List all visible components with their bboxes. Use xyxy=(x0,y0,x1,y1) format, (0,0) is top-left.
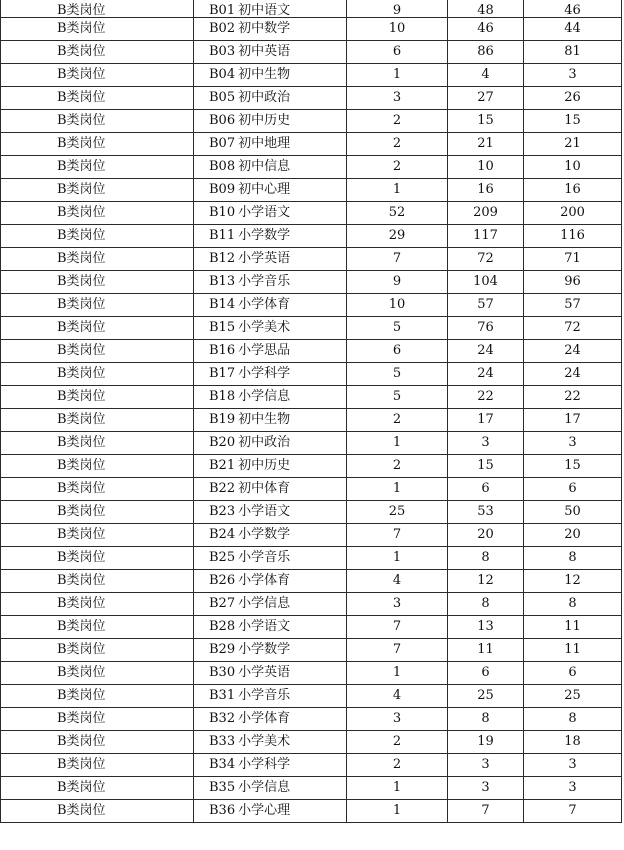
table-row xyxy=(1,271,622,294)
cell-post-name: 小学科学 xyxy=(238,366,291,381)
cell-vacancy-count: 7 xyxy=(347,524,448,547)
cell-position-category: B类岗位 xyxy=(1,731,194,754)
cell-post-code: B09 xyxy=(209,182,236,197)
cell-qualified-count: 17 xyxy=(524,409,622,432)
cell-position-category: B类岗位 xyxy=(1,225,194,248)
table-row xyxy=(1,455,622,478)
cell-post-name: 小学心理 xyxy=(238,803,291,818)
cell-vacancy-count: 10 xyxy=(347,294,448,317)
cell-position-category: B类岗位 xyxy=(1,18,194,41)
cell-post xyxy=(194,455,347,478)
cell-vacancy-count: 9 xyxy=(347,271,448,294)
cell-post xyxy=(194,248,347,271)
cell-post-code: B06 xyxy=(209,113,236,128)
table-row xyxy=(1,409,622,432)
cell-post-name: 初中生物 xyxy=(238,67,291,82)
cell-vacancy-count: 1 xyxy=(347,179,448,202)
cell-post xyxy=(194,133,347,156)
table-row xyxy=(1,340,622,363)
cell-qualified-count: 24 xyxy=(524,363,622,386)
cell-post-code: B36 xyxy=(209,803,236,818)
cell-vacancy-count: 2 xyxy=(347,156,448,179)
table-row xyxy=(1,547,622,570)
cell-qualified-count: 3 xyxy=(524,777,622,800)
table-row xyxy=(1,685,622,708)
cell-applicant-count: 25 xyxy=(448,685,524,708)
cell-vacancy-count: 3 xyxy=(347,593,448,616)
table-row xyxy=(1,110,622,133)
cell-vacancy-count: 1 xyxy=(347,662,448,685)
cell-vacancy-count: 4 xyxy=(347,685,448,708)
cell-post xyxy=(194,662,347,685)
cell-post xyxy=(194,156,347,179)
cell-post-code: B31 xyxy=(209,688,236,703)
cell-applicant-count: 11 xyxy=(448,639,524,662)
cell-post xyxy=(194,708,347,731)
cell-applicant-count: 21 xyxy=(448,133,524,156)
cell-post-code: B11 xyxy=(209,228,236,243)
cell-vacancy-count: 2 xyxy=(347,455,448,478)
cell-post-code: B05 xyxy=(209,90,236,105)
cell-qualified-count: 50 xyxy=(524,501,622,524)
cell-post xyxy=(194,524,347,547)
cell-applicant-count: 27 xyxy=(448,87,524,110)
cell-post-code: B30 xyxy=(209,665,236,680)
cell-position-category: B类岗位 xyxy=(1,501,194,524)
cell-position-category: B类岗位 xyxy=(1,340,194,363)
cell-qualified-count: 26 xyxy=(524,87,622,110)
cell-qualified-count: 44 xyxy=(524,18,622,41)
cell-qualified-count: 7 xyxy=(524,800,622,823)
cell-position-category: B类岗位 xyxy=(1,133,194,156)
cell-post xyxy=(194,202,347,225)
cell-applicant-count: 24 xyxy=(448,340,524,363)
cell-post-code: B02 xyxy=(209,21,236,36)
cell-vacancy-count: 2 xyxy=(347,133,448,156)
cell-post-name: 小学思品 xyxy=(238,343,291,358)
cell-position-category: B类岗位 xyxy=(1,271,194,294)
cell-post-name: 小学美术 xyxy=(238,734,291,749)
cell-qualified-count: 57 xyxy=(524,294,622,317)
cell-applicant-count: 19 xyxy=(448,731,524,754)
table-row xyxy=(1,570,622,593)
cell-qualified-count: 81 xyxy=(524,41,622,64)
cell-post-name: 初中数学 xyxy=(238,21,291,36)
cell-vacancy-count: 6 xyxy=(347,340,448,363)
cell-post xyxy=(194,754,347,777)
cell-post xyxy=(194,340,347,363)
cell-qualified-count: 8 xyxy=(524,547,622,570)
cell-position-category: B类岗位 xyxy=(1,662,194,685)
table-row xyxy=(1,708,622,731)
cell-post-code: B32 xyxy=(209,711,236,726)
cell-post-name: 小学体育 xyxy=(238,297,291,312)
cell-qualified-count: 71 xyxy=(524,248,622,271)
cell-position-category: B类岗位 xyxy=(1,639,194,662)
cell-post-code: B15 xyxy=(209,320,236,335)
table-row xyxy=(1,731,622,754)
cell-post-name: 初中地理 xyxy=(238,136,291,151)
cell-qualified-count: 18 xyxy=(524,731,622,754)
cell-position-category: B类岗位 xyxy=(1,248,194,271)
cell-position-category: B类岗位 xyxy=(1,41,194,64)
cell-post-name: 初中语文 xyxy=(238,3,291,18)
cell-post-code: B01 xyxy=(209,3,236,18)
cell-applicant-count: 3 xyxy=(448,754,524,777)
cell-vacancy-count: 1 xyxy=(347,432,448,455)
table-row xyxy=(1,754,622,777)
cell-position-category: B类岗位 xyxy=(1,64,194,87)
cell-position-category: B类岗位 xyxy=(1,432,194,455)
cell-post-name: 小学体育 xyxy=(238,711,291,726)
cell-qualified-count: 21 xyxy=(524,133,622,156)
cell-qualified-count: 20 xyxy=(524,524,622,547)
cell-position-category: B类岗位 xyxy=(1,294,194,317)
cell-post-name: 初中历史 xyxy=(238,458,291,473)
cell-qualified-count: 116 xyxy=(524,225,622,248)
cell-position-category: B类岗位 xyxy=(1,524,194,547)
cell-applicant-count: 8 xyxy=(448,547,524,570)
cell-post-name: 小学科学 xyxy=(238,757,291,772)
cell-vacancy-count: 3 xyxy=(347,708,448,731)
cell-qualified-count: 15 xyxy=(524,110,622,133)
cell-position-category: B类岗位 xyxy=(1,363,194,386)
cell-post-code: B03 xyxy=(209,44,236,59)
cell-applicant-count: 15 xyxy=(448,110,524,133)
cell-post-name: 小学音乐 xyxy=(238,274,291,289)
cell-post-name: 小学信息 xyxy=(238,389,291,404)
cell-qualified-count: 200 xyxy=(524,202,622,225)
table-row xyxy=(1,156,622,179)
cell-post-code: B20 xyxy=(209,435,236,450)
cell-qualified-count: 8 xyxy=(524,708,622,731)
cell-qualified-count: 3 xyxy=(524,432,622,455)
cell-post-code: B16 xyxy=(209,343,236,358)
cell-post-name: 初中体育 xyxy=(238,481,291,496)
cell-position-category: B类岗位 xyxy=(1,708,194,731)
cell-post xyxy=(194,731,347,754)
table-row xyxy=(1,800,622,823)
cell-post xyxy=(194,317,347,340)
cell-post-code: B04 xyxy=(209,67,236,82)
cell-post-code: B23 xyxy=(209,504,236,519)
cell-post xyxy=(194,64,347,87)
cell-post xyxy=(194,409,347,432)
cell-post xyxy=(194,616,347,639)
cell-post xyxy=(194,501,347,524)
table-row xyxy=(1,777,622,800)
cell-position-category: B类岗位 xyxy=(1,202,194,225)
cell-applicant-count: 17 xyxy=(448,409,524,432)
table-row xyxy=(1,18,622,41)
cell-post xyxy=(194,547,347,570)
cell-position-category: B类岗位 xyxy=(1,87,194,110)
cell-qualified-count: 46 xyxy=(524,0,622,18)
cell-post-code: B27 xyxy=(209,596,236,611)
table-row xyxy=(1,616,622,639)
table-row xyxy=(1,386,622,409)
cell-post-code: B33 xyxy=(209,734,236,749)
cell-position-category: B类岗位 xyxy=(1,156,194,179)
cell-vacancy-count: 4 xyxy=(347,570,448,593)
cell-post-code: B10 xyxy=(209,205,236,220)
cell-post-name: 小学美术 xyxy=(238,320,291,335)
cell-post-name: 初中心理 xyxy=(238,182,291,197)
cell-vacancy-count: 2 xyxy=(347,754,448,777)
cell-applicant-count: 7 xyxy=(448,800,524,823)
table-row xyxy=(1,478,622,501)
table-row xyxy=(1,294,622,317)
cell-applicant-count: 6 xyxy=(448,478,524,501)
cell-post xyxy=(194,570,347,593)
cell-vacancy-count: 29 xyxy=(347,225,448,248)
cell-vacancy-count: 9 xyxy=(347,0,448,18)
cell-position-category: B类岗位 xyxy=(1,386,194,409)
cell-post-code: B19 xyxy=(209,412,236,427)
cell-post xyxy=(194,363,347,386)
cell-applicant-count: 104 xyxy=(448,271,524,294)
cell-post-name: 小学信息 xyxy=(238,596,291,611)
cell-qualified-count: 6 xyxy=(524,478,622,501)
cell-qualified-count: 15 xyxy=(524,455,622,478)
cell-post-name: 小学语文 xyxy=(238,504,291,519)
table-row xyxy=(1,317,622,340)
cell-position-category: B类岗位 xyxy=(1,754,194,777)
cell-post-name: 初中政治 xyxy=(238,435,291,450)
cell-position-category: B类岗位 xyxy=(1,478,194,501)
cell-post-name: 小学体育 xyxy=(238,573,291,588)
cell-qualified-count: 8 xyxy=(524,593,622,616)
cell-post xyxy=(194,271,347,294)
cell-vacancy-count: 2 xyxy=(347,110,448,133)
cell-vacancy-count: 5 xyxy=(347,317,448,340)
cell-applicant-count: 13 xyxy=(448,616,524,639)
cell-position-category: B类岗位 xyxy=(1,593,194,616)
cell-qualified-count: 24 xyxy=(524,340,622,363)
cell-post-code: B17 xyxy=(209,366,236,381)
cell-applicant-count: 3 xyxy=(448,777,524,800)
cell-post xyxy=(194,478,347,501)
cell-position-category: B类岗位 xyxy=(1,317,194,340)
cell-applicant-count: 20 xyxy=(448,524,524,547)
cell-vacancy-count: 10 xyxy=(347,18,448,41)
cell-post-name: 小学音乐 xyxy=(238,688,291,703)
cell-post xyxy=(194,294,347,317)
cell-post xyxy=(194,685,347,708)
cell-post-name: 小学数学 xyxy=(238,527,291,542)
cell-post-code: B14 xyxy=(209,297,236,312)
cell-post xyxy=(194,87,347,110)
cell-position-category: B类岗位 xyxy=(1,570,194,593)
table-row xyxy=(1,0,622,18)
cell-post-code: B21 xyxy=(209,458,236,473)
cell-post xyxy=(194,179,347,202)
cell-post-code: B28 xyxy=(209,619,236,634)
table-body xyxy=(1,0,622,823)
cell-post-name: 小学信息 xyxy=(238,780,291,795)
cell-applicant-count: 76 xyxy=(448,317,524,340)
cell-position-category: B类岗位 xyxy=(1,0,194,18)
cell-vacancy-count: 2 xyxy=(347,409,448,432)
cell-qualified-count: 10 xyxy=(524,156,622,179)
cell-applicant-count: 72 xyxy=(448,248,524,271)
cell-applicant-count: 16 xyxy=(448,179,524,202)
cell-position-category: B类岗位 xyxy=(1,800,194,823)
cell-post-code: B08 xyxy=(209,159,236,174)
table-row xyxy=(1,133,622,156)
cell-qualified-count: 3 xyxy=(524,64,622,87)
cell-post-name: 小学数学 xyxy=(238,642,291,657)
cell-vacancy-count: 52 xyxy=(347,202,448,225)
cell-post xyxy=(194,225,347,248)
cell-qualified-count: 25 xyxy=(524,685,622,708)
cell-post-code: B18 xyxy=(209,389,236,404)
table-row xyxy=(1,202,622,225)
cell-post-name: 小学英语 xyxy=(238,665,291,680)
cell-post xyxy=(194,110,347,133)
cell-vacancy-count: 1 xyxy=(347,800,448,823)
table-row xyxy=(1,593,622,616)
cell-applicant-count: 8 xyxy=(448,593,524,616)
table-row xyxy=(1,432,622,455)
cell-position-category: B类岗位 xyxy=(1,547,194,570)
cell-position-category: B类岗位 xyxy=(1,455,194,478)
cell-position-category: B类岗位 xyxy=(1,110,194,133)
cell-post-name: 初中历史 xyxy=(238,113,291,128)
cell-post xyxy=(194,777,347,800)
table-row xyxy=(1,363,622,386)
cell-applicant-count: 86 xyxy=(448,41,524,64)
cell-post xyxy=(194,432,347,455)
cell-position-category: B类岗位 xyxy=(1,616,194,639)
cell-position-category: B类岗位 xyxy=(1,777,194,800)
cell-post xyxy=(194,0,347,18)
cell-applicant-count: 46 xyxy=(448,18,524,41)
table-row xyxy=(1,64,622,87)
table-row xyxy=(1,41,622,64)
cell-qualified-count: 22 xyxy=(524,386,622,409)
cell-vacancy-count: 1 xyxy=(347,777,448,800)
table-row xyxy=(1,225,622,248)
cell-applicant-count: 209 xyxy=(448,202,524,225)
cell-vacancy-count: 5 xyxy=(347,386,448,409)
cell-post xyxy=(194,386,347,409)
cell-position-category: B类岗位 xyxy=(1,409,194,432)
table-row xyxy=(1,501,622,524)
table-row xyxy=(1,524,622,547)
cell-post-code: B34 xyxy=(209,757,236,772)
cell-post xyxy=(194,41,347,64)
cell-vacancy-count: 3 xyxy=(347,87,448,110)
cell-post-code: B13 xyxy=(209,274,236,289)
cell-qualified-count: 72 xyxy=(524,317,622,340)
table-row xyxy=(1,179,622,202)
cell-position-category: B类岗位 xyxy=(1,179,194,202)
cell-applicant-count: 4 xyxy=(448,64,524,87)
cell-vacancy-count: 1 xyxy=(347,64,448,87)
cell-post-code: B25 xyxy=(209,550,236,565)
cell-post-code: B29 xyxy=(209,642,236,657)
cell-post-name: 小学数学 xyxy=(238,228,291,243)
cell-vacancy-count: 2 xyxy=(347,731,448,754)
cell-applicant-count: 12 xyxy=(448,570,524,593)
cell-applicant-count: 6 xyxy=(448,662,524,685)
cell-vacancy-count: 1 xyxy=(347,547,448,570)
cell-post xyxy=(194,639,347,662)
cell-post-name: 初中政治 xyxy=(238,90,291,105)
cell-qualified-count: 16 xyxy=(524,179,622,202)
cell-vacancy-count: 5 xyxy=(347,363,448,386)
cell-post-code: B12 xyxy=(209,251,236,266)
cell-vacancy-count: 7 xyxy=(347,248,448,271)
cell-applicant-count: 10 xyxy=(448,156,524,179)
cell-vacancy-count: 25 xyxy=(347,501,448,524)
cell-post xyxy=(194,800,347,823)
cell-qualified-count: 6 xyxy=(524,662,622,685)
cell-applicant-count: 8 xyxy=(448,708,524,731)
cell-qualified-count: 11 xyxy=(524,616,622,639)
cell-qualified-count: 3 xyxy=(524,754,622,777)
cell-post-code: B24 xyxy=(209,527,236,542)
cell-post-name: 初中信息 xyxy=(238,159,291,174)
cell-post-code: B26 xyxy=(209,573,236,588)
cell-post-code: B07 xyxy=(209,136,236,151)
table-row xyxy=(1,87,622,110)
cell-applicant-count: 15 xyxy=(448,455,524,478)
cell-post-name: 小学语文 xyxy=(238,619,291,634)
cell-vacancy-count: 1 xyxy=(347,478,448,501)
cell-applicant-count: 24 xyxy=(448,363,524,386)
cell-vacancy-count: 7 xyxy=(347,639,448,662)
cell-applicant-count: 3 xyxy=(448,432,524,455)
cell-applicant-count: 117 xyxy=(448,225,524,248)
cell-vacancy-count: 6 xyxy=(347,41,448,64)
cell-post-code: B22 xyxy=(209,481,236,496)
cell-post-code: B35 xyxy=(209,780,236,795)
cell-vacancy-count: 7 xyxy=(347,616,448,639)
cell-post-name: 初中生物 xyxy=(238,412,291,427)
cell-applicant-count: 22 xyxy=(448,386,524,409)
cell-qualified-count: 12 xyxy=(524,570,622,593)
cell-post-name: 小学语文 xyxy=(238,205,291,220)
cell-qualified-count: 11 xyxy=(524,639,622,662)
cell-applicant-count: 57 xyxy=(448,294,524,317)
cell-qualified-count: 96 xyxy=(524,271,622,294)
cell-post xyxy=(194,593,347,616)
table-row xyxy=(1,662,622,685)
cell-position-category: B类岗位 xyxy=(1,685,194,708)
cell-post xyxy=(194,18,347,41)
cell-applicant-count: 53 xyxy=(448,501,524,524)
cell-post-name: 小学音乐 xyxy=(238,550,291,565)
cell-applicant-count: 48 xyxy=(448,0,524,18)
table-row xyxy=(1,639,622,662)
cell-post-name: 小学英语 xyxy=(238,251,291,266)
table-row xyxy=(1,248,622,271)
cell-post-name: 初中英语 xyxy=(238,44,291,59)
